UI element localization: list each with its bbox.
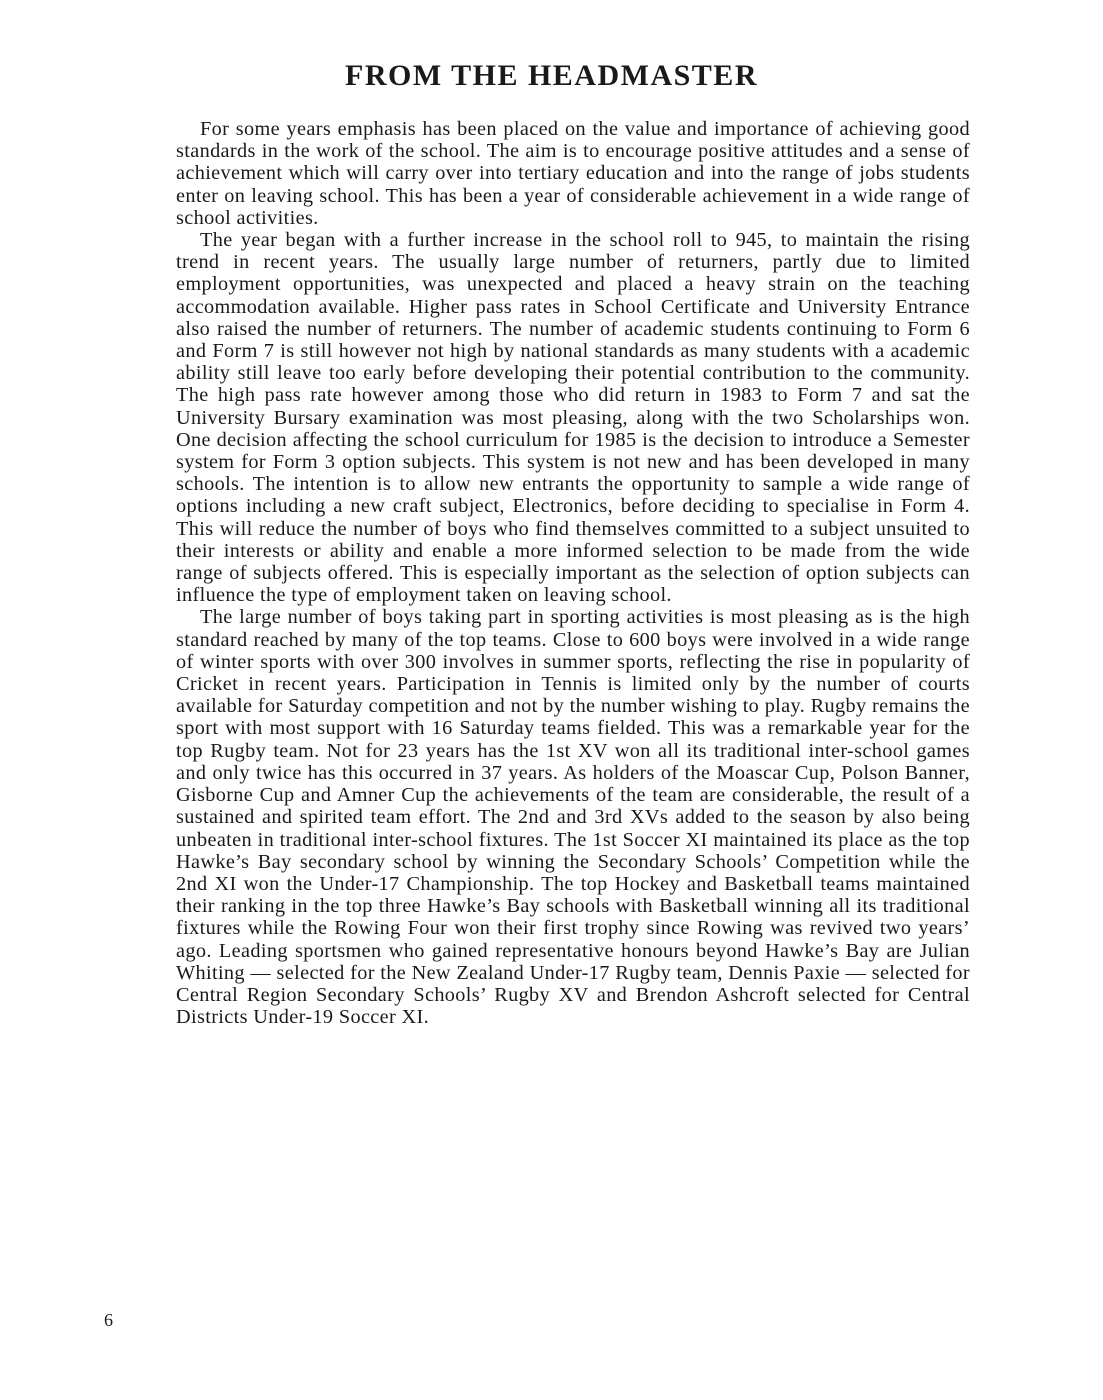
paragraph-sport: The large number of boys taking part in sporting activities is most pleasing as is the high standard reached by many of the top teams. Close to 600 boys were involved in a wide range of winter sports with over 300 involves in summer sports, reflecting the rise in popularity of Cricket in recent years. Participation in Tennis is limited only by the number of courts available for Saturday competition and not by the number wishing to play. Rugby remains the sport with most support with 16 Saturday teams fielded. This was a remarkable year for the top Rugby team. Not for 23 years has the 1st XV won all its traditional inter-school games and only twice has this occurred in 37 years. As holders of the Moascar Cup, Polson Banner, Gisborne Cup and Amner Cup the achievements of the team are considerable, the result of a sustained and spirited team effort. The 2nd and 3rd XVs added to the season by also being unbeaten in traditional inter-school fixtures. The 1st Soccer XI maintained its place as the top Hawke’s Bay secondary school by winning the Secondary Schools’ Competition while the 2nd XI won the Under-17 Championship. The top Hockey and Basketball teams maintained their ranking in the top three Hawke’s Bay schools with Basketball winning all its traditional fixtures while the Rowing Four won their first trophy since Rowing was revived two years’ ago. Leading sportsmen who gained representative honours beyond Hawke’s Bay are Julian Whiting — selected for the New Zealand Under-17 Rugby team, Dennis Paxie — selected for Central Region Secondary Schools’ Rugby XV and Brendon Ashcroft selected for Central Districts Under-19 Soccer XI. [176, 606, 970, 1029]
page-number: 6 [104, 1310, 113, 1330]
article-body [176, 118, 970, 1028]
page-title: FROM THE HEADMASTER [345, 59, 758, 92]
paragraph-intro: For some years emphasis has been placed on the value and importance of achieving good standards in the work of the school. The aim is to encourage positive attitudes and a sense of achievement which will carry over into tertiary education and into the range of jobs students enter on leaving school. This has been a year of considerable achievement in a wide range of school activities. [176, 118, 970, 229]
paragraph-academic: The year began with a further increase in the school roll to 945, to maintain the rising trend in recent years. The usually large number of returners, partly due to limited employment opportunities, was unexpected and placed a heavy strain on the teaching accommodation available. Higher pass rates in School Certificate and University Entrance also raised the number of returners. The number of academic students continuing to Form 6 and Form 7 is still however not high by national standards as many students with a academic ability still leave too early before developing their potential contribution to the community. The high pass rate however among those who did return in 1983 to Form 7 and sat the University Bursary examination was most pleasing, along with the two Scholarships won. One decision affecting the school curriculum for 1985 is the decision to introduce a Semester system for Form 3 option subjects. This system is not new and has been developed in many schools. The intention is to allow new entrants the opportunity to sample a wide range of options including a new craft subject, Electronics, before deciding to specialise in Form 4. This will reduce the number of boys who find themselves committed to a subject unsuited to their interests or ability and enable a more informed selection to be made from the wide range of subjects offered. This is especially important as the selection of option subjects can influence the type of employment taken on leaving school. [176, 229, 970, 607]
